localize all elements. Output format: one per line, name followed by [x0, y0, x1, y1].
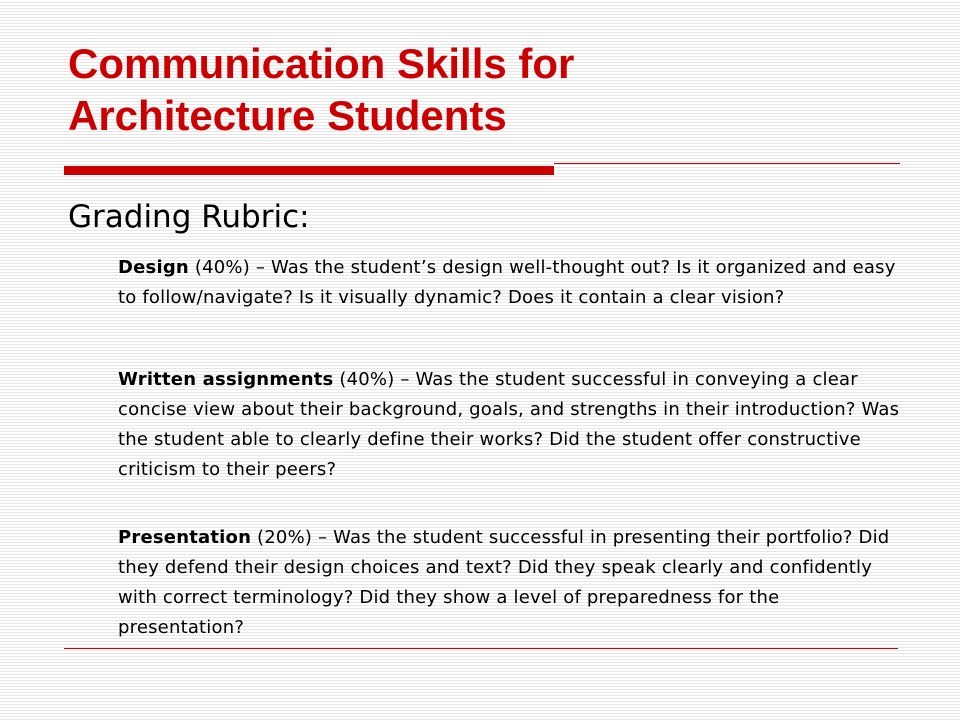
bottom-divider-line: [64, 648, 898, 649]
criterion-name: Presentation: [118, 527, 252, 548]
criterion-name: Written assignments: [118, 369, 334, 390]
slide-title-line-1: Communication Skills for: [68, 40, 575, 87]
criterion-description: – Was the student successful in conveying a clear concise view about their background, goals, and strengths in their introduction? Was the student able to clearly define their works? Did the student offer constructive criticism to their peers?: [118, 369, 900, 480]
slide-title-line-2: Architecture Students: [68, 92, 507, 139]
rubric-presentation: [118, 523, 908, 643]
title-underline-bar: [64, 166, 554, 175]
criterion-name: Design: [118, 257, 189, 278]
slide-title: [68, 38, 928, 142]
rubric-design: [118, 253, 908, 313]
criterion-weight: (20%): [257, 527, 313, 548]
subtitle: Grading Rubric:: [68, 199, 310, 235]
title-divider-line: [554, 163, 900, 164]
rubric-written-assignments: [118, 365, 908, 485]
criterion-weight: (40%): [194, 257, 250, 278]
criterion-description: – Was the student’s design well-thought out? Is it organized and easy to follow/navigate? Is it visually dynamic? Does it contain a clear vision?: [118, 257, 896, 308]
criterion-description: – Was the student successful in presenting their portfolio? Did they defend their design choices and text? Did they speak clearly and confidently with correct terminology? Did they show a level of preparedness for the presentation?: [118, 527, 890, 638]
criterion-weight: (40%): [339, 369, 395, 390]
